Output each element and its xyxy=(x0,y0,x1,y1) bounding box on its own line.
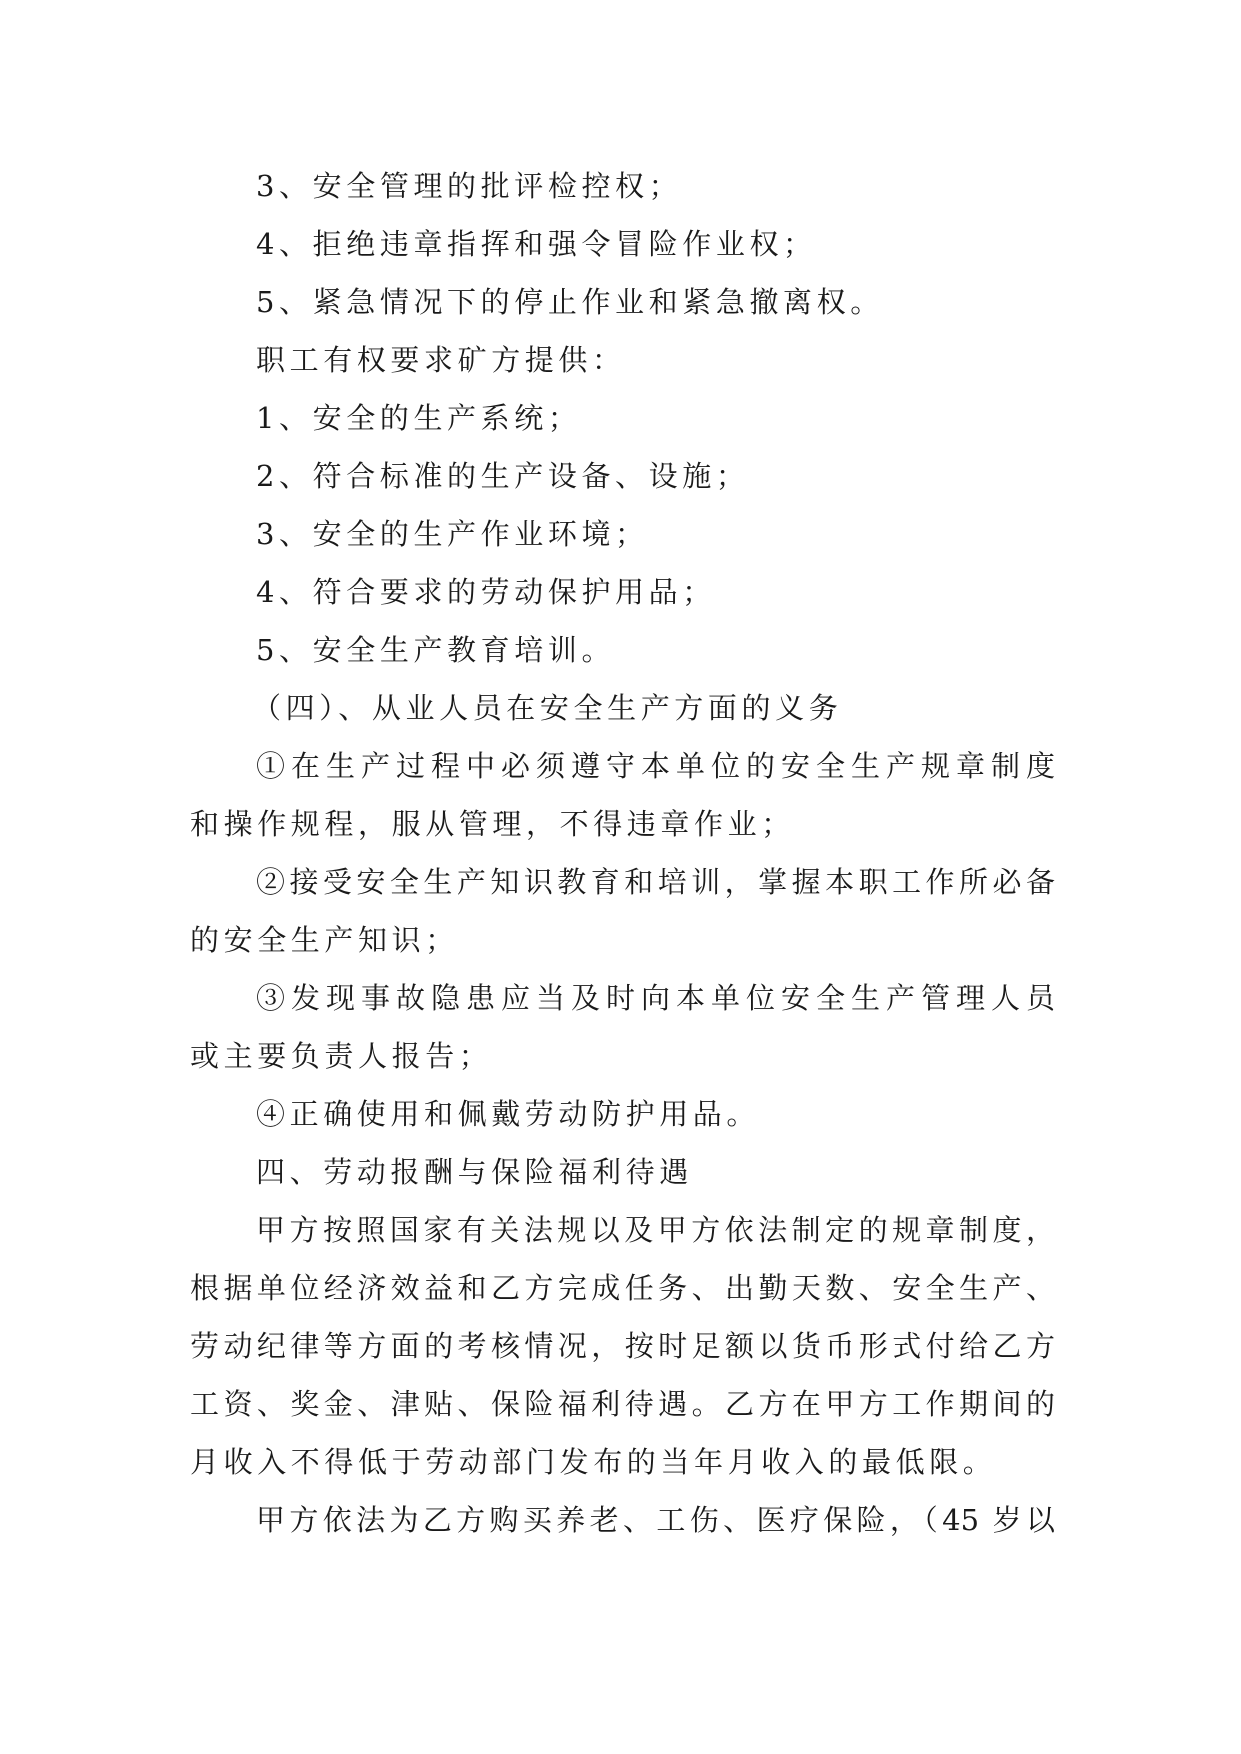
paragraph: 职工有权要求矿方提供： xyxy=(256,343,626,377)
document-page xyxy=(190,157,1055,1549)
list-item: 4、拒绝违章指挥和强令冒险作业权； xyxy=(256,227,817,261)
paragraph-line: ②接受安全生产知识教育和培训，掌握本职工作所必备 xyxy=(256,865,1055,899)
list-item: 3、安全的生产作业环境； xyxy=(256,517,649,551)
list-item: 5、紧急情况下的停止作业和紧急撤离权。 xyxy=(256,285,884,319)
paragraph-line: 甲方按照国家有关法规以及甲方依法制定的规章制度， xyxy=(256,1213,1055,1247)
paragraph-line: ①在生产过程中必须遵守本单位的安全生产规章制度 xyxy=(256,749,1055,783)
paragraph-line: ③发现事故隐患应当及时向本单位安全生产管理人员 xyxy=(256,981,1055,1015)
paragraph-line: ④正确使用和佩戴劳动防护用品。 xyxy=(256,1097,761,1131)
list-item: 3、安全管理的批评检控权； xyxy=(256,169,683,203)
paragraph-line: 的安全生产知识； xyxy=(190,923,459,957)
paragraph-line: 或主要负责人报告； xyxy=(190,1039,493,1073)
paragraph-line: 和操作规程，服从管理，不得违章作业； xyxy=(190,807,795,841)
paragraph-line: 劳动纪律等方面的考核情况，按时足额以货币形式付给乙方 xyxy=(190,1329,1055,1363)
section-heading: 四、劳动报酬与保险福利待遇 xyxy=(256,1155,693,1189)
paragraph-line: 月收入不得低于劳动部门发布的当年月收入的最低限。 xyxy=(190,1445,997,1479)
section-heading: （四）、从业人员在安全生产方面的义务 xyxy=(252,691,843,725)
list-item: 4、符合要求的劳动保护用品； xyxy=(256,575,716,609)
list-item: 1、安全的生产系统； xyxy=(256,401,582,435)
paragraph-line: 甲方依法为乙方购买养老、工伤、医疗保险，（45 岁以 xyxy=(256,1503,1055,1537)
paragraph-line: 工资、奖金、津贴、保险福利待遇。乙方在甲方工作期间的 xyxy=(190,1387,1055,1421)
paragraph-line: 根据单位经济效益和乙方完成任务、出勤天数、安全生产、 xyxy=(190,1271,1055,1305)
list-item: 5、安全生产教育培训。 xyxy=(256,633,616,667)
list-item: 2、符合标准的生产设备、设施； xyxy=(256,459,750,493)
